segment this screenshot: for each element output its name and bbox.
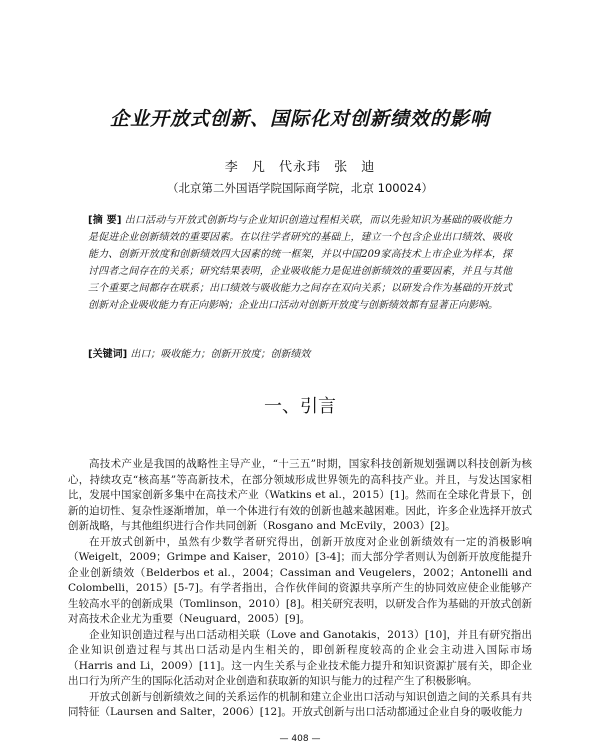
page-number: — 408 — [279, 734, 321, 744]
paragraph: 开放式创新与创新绩效之间的关系运作的机制和建立企业出口活动与知识创造之间的关系具有共同特征（Laursen and Salter，2006）[12]。开放式创新与出口活动都通过企业自身的吸收能力 [68, 690, 532, 718]
body-text [68, 457, 532, 721]
keywords-label: [关键词] [88, 349, 128, 360]
keywords-text: 出口；吸收能力；创新开放度；创新绩效 [130, 349, 311, 360]
abstract-text: 出口活动与开放式创新均与企业知识创造过程相关联，而以先验知识为基础的吸收能力是促进企业创新绩效的重要因素。在以往学者研究的基础上，建立一个包含企业出口绩效、吸收能力、创新开放度和创新绩效四大因素的统一框架，并以中国209家高技术上市企业为样本，探讨四者之间存在的关系；研究结果表明，企业吸收能力是促进创新绩效的重要因素，并且与其他三个重要之间都存在联系；出口绩效与吸收能力之间存在双向关系；以研发合作为基础的开放式创新对企业吸收能力有正向影响；企业出口活动对创新开放度与创新绩效都有显著正向影响。 [88, 215, 512, 311]
paragraph: 企业知识创造过程与出口活动相关联（Love and Ganotakis，2013）[10]，并且有研究指出企业知识创造过程与其出口活动是内生相关的，即创新程度较高的企业会主动进入国际市场（Harris and Li，2009）[11]。这一内生关系与企业技术能力提升和知识资源扩展有关，即企业出口行为所产生的国际化活动对企业创造和获取新的知识与能力的过程产生了积极影响。 [68, 628, 532, 687]
keywords [88, 345, 512, 360]
abstract-label: [摘 要] [88, 215, 122, 226]
paragraph: 在开放式创新中，虽然有少数学者研究得出，创新开放度对企业创新绩效有一定的消极影响（Weigelt，2009；Grimpe and Kaiser，2010）[3-4]；而大部分学者则认为创新开放度能提升企业创新绩效（Belderbos et al.，2004；Cassiman and Veugelers，2002；Antonelli and Colombelli，2015）[5-7]。有学者指出，合作伙伴间的资源共享所产生的协同效应使企业能够产生较高水平的创新成果（Tomlinson，2010）[8]。相关研究表明，以研发合作为基础的开放式创新对高技术企业尤为重要（Neuguard，2005）[9]。 [68, 535, 532, 625]
author-list: 李 凡 代永玮 张 迪 [224, 160, 376, 175]
affiliation: （北京第二外国语学院国际商学院，北京 100024） [166, 181, 434, 195]
section-heading: 一、引言 [264, 396, 336, 417]
paragraph: 高技术产业是我国的战略性主导产业，“十三五”时期，国家科技创新规划强调以科技创新为核心，持续攻克“核高基”等高新技术，在部分领域形成世界领先的高科技产业。并且，与发达国家相比，发展中国家创新多集中在高技术产业（Watkins et al.，2015）[1]。然而在全球化背景下，创新的迫切性、复杂性逐渐增加，单一个体进行有效的创新也越来越困难。因此，许多企业选择开放式创新战略，与其他组织进行合作共同创新（Rosgano and McEvily，2003）[2]。 [68, 458, 532, 532]
abstract [88, 212, 512, 314]
paper-title: 企业开放式创新、国际化对创新绩效的影响 [109, 108, 490, 130]
